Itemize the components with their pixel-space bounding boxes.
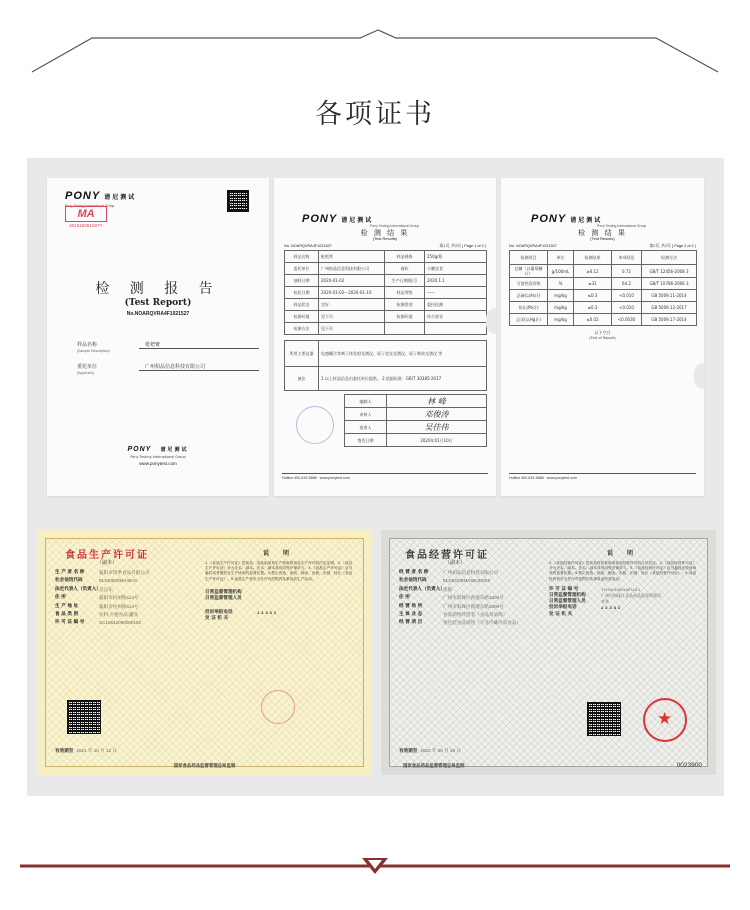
field-value: 广州市海珠区新港东路1000号 — [443, 603, 504, 609]
field-label: 住 所 — [399, 595, 410, 601]
table-cell: 样品等级 — [385, 287, 425, 299]
food-operation-license — [381, 530, 716, 775]
results-title: 检 测 结 果 — [360, 229, 410, 237]
table-cell: 64.2 — [612, 278, 642, 290]
signature-row — [345, 395, 487, 408]
report-url: www.ponytest.com — [139, 461, 177, 466]
column-header: 单项结论 — [612, 251, 642, 265]
table-cell: ≤0.02 — [574, 314, 612, 326]
test-results-table — [509, 250, 697, 326]
license-field — [399, 620, 547, 626]
table-cell: 样品名称 — [285, 251, 319, 263]
field-label: 社会信用代码 — [399, 578, 427, 584]
qr-code-icon — [227, 190, 249, 212]
sample-field: 样品名称 枇杷膏 (Sample Description) — [77, 341, 259, 353]
table-cell: ≤0.3 — [574, 290, 612, 302]
pony-seal — [296, 406, 334, 444]
table-cell — [425, 323, 487, 335]
table-cell: g/100mL — [548, 265, 574, 278]
table-cell: mg/kg — [548, 290, 574, 302]
table-cell: GB 5009.12-2017 — [642, 302, 697, 314]
section-title: 各项证书 — [315, 99, 435, 130]
license-title: 食品生产许可证 — [65, 550, 149, 561]
field-label: 经 营 者 名 称 — [399, 570, 429, 575]
test-results-page-2: PONY 谱尼测试 Pony Testing International Group 检 测 结 果 (Test Results) No. NOARQVRA4F1021527 第2页, 共2页 ( Page 2 of 2 ) 检测项目 单位 检测结果 单项结论 检测方法 总糖（以葡萄糖计） g/100mL ≥0.12 0.72 GB/T 12456-2008 3 可溶性固形物 % ≥31 64.2 GB/T 10786-2006 3 总砷(以As计) mg/kg ≤0.3 <0.010 GB 5009.11-2014 铅(以Pb计) mg/kg ≤0.3 <0.010 GB 5009.12-2017 总汞(以Hg计) mg/kg ≤0.02 <0.0030 GB 5009.17-2014 以下空白 (End of Report) Hotline 400-819-5688 · www.ponytest.com — [501, 178, 704, 496]
license-field — [55, 595, 203, 601]
table-cell: 商标 — [385, 263, 425, 275]
column-header: 检测方法 — [642, 251, 697, 265]
field-label: 主 体 业 态 — [399, 612, 423, 618]
table-cell: GB/T 12456-2008 3 — [642, 265, 697, 278]
report-title: 检 测 报 告 — [95, 281, 221, 297]
report-title-en: (Test Report) — [124, 298, 192, 308]
remarks-table: 所用主要仪器 电感耦合等离子体发射光谱仪、原子荧光光谱仪、原子吸收光谱仪 等 备注 1.以上样品信息由委托单位提供。 2.依据标准：GB/T 30385-2017 — [284, 340, 487, 391]
license-supervisor: 国家食品药品监督管理总局监制 — [403, 764, 465, 769]
table-cell: GB 5009.11-2014 — [642, 290, 697, 302]
signature-value: 邓俊涛 — [387, 408, 487, 421]
table-cell: 检测方法 — [285, 323, 319, 335]
field-label: 许 可 证 编 号 — [55, 620, 85, 626]
table-cell: 见下页 — [319, 323, 385, 335]
license-copy-label: （副本） — [97, 560, 118, 566]
table-row — [285, 323, 487, 335]
pony-logo-bottom: PONY 谱尼测试 Pony Testing International Group — [127, 446, 189, 459]
table-cell: <0.010 — [612, 302, 642, 314]
field-value: 襄阳市杭州路114号 — [99, 595, 139, 601]
report-number: No. NOARQVRA4F1021527 — [509, 244, 557, 248]
footer-hotline: Hotline 400-819-5688 · www.ponytest.com — [509, 476, 577, 480]
signature-table — [344, 394, 487, 447]
column-header: 单位 — [548, 251, 574, 265]
table-cell — [385, 323, 425, 335]
table-row — [285, 275, 487, 287]
field-value: 襄阳市杭州路114号 — [99, 603, 139, 609]
field-value: 吴汉东 — [99, 586, 113, 592]
license-field — [55, 612, 203, 618]
license-title: 食品经营许可证 — [405, 550, 489, 561]
table-cell: 检测环境 — [285, 311, 319, 323]
test-results-page-1: PONY 谱尼测试 Pony Testing International Group 检 测 结 果 (Test Results) No. NOARQVRA4F1021527 第1页, 共2页 ( Page 1 of 2 ) 样品名称 枇杷膏 样品规格 250g/瓶 委托单位 广州柏品信息科技有限公司 商标 小鹏良食 抽样日期 2020-01-02 生产日期/批号 2020.1.1 检验日期 2020-01-02～2020-01-10 样品等级 —— 样品状态 完好 检测类别 委托检测 检测环境 见下页 检测环境 符合要求 检测方法 见下页 所用主要仪器 电感耦合等离子体发射光谱仪、原子荧光光谱仪、原子吸收光谱仪 等 备注 1.以上样品信息由委托单位提供。 2.依据标准：GB/T 30385-2017 编制人 林 峰 审核人 邓俊涛 批准人 吴佳伟 签发日期 2020年01月10日 Hotline 400-819-5688 · www.ponytest.com — [274, 178, 496, 496]
table-row — [510, 314, 697, 326]
table-cell: 检测类别 — [385, 299, 425, 311]
field-label: 食 品 类 别 — [55, 612, 79, 618]
table-row — [510, 278, 697, 290]
table-cell: 符合要求 — [425, 311, 487, 323]
table-row — [510, 302, 697, 314]
end-of-report: 以下空白 (End of Report) — [589, 330, 616, 340]
signature-label: 批准人 — [345, 421, 387, 434]
column-header: 检测项目 — [510, 251, 548, 265]
license-field — [399, 587, 547, 593]
table-cell: 总糖（以葡萄糖计） — [510, 265, 548, 278]
field-value: 广州柏品信息科技有限公司 — [443, 570, 499, 575]
table-cell: 样品状态 — [285, 299, 319, 311]
license-serial: 0023900 — [676, 762, 702, 769]
table-cell: 见下页 — [319, 311, 385, 323]
footer-hotline: Hotline 400-819-5688 · www.ponytest.com — [282, 476, 350, 480]
table-row — [285, 287, 487, 299]
table-cell: —— — [425, 287, 487, 299]
table-cell: 250g/瓶 — [425, 251, 487, 263]
field-label: 社会信用代码 — [55, 578, 83, 584]
signature-row — [345, 421, 487, 434]
field-label: 法定代表人（负责人） — [55, 586, 101, 592]
license-field — [55, 587, 203, 593]
certificates-frame — [27, 158, 724, 796]
field-value: 襄阳市四季食品有限公司 — [99, 570, 150, 575]
footer-decoration — [0, 848, 750, 888]
table-row — [285, 311, 487, 323]
field-value: 食品销售经营者（食品贸易商） — [443, 612, 508, 618]
cma-mark: MA 201515051S07Y — [65, 206, 107, 228]
signature-label: 审核人 — [345, 408, 387, 421]
table-cell: 检验日期 — [285, 287, 319, 299]
signature-row — [345, 434, 487, 447]
food-production-license — [37, 530, 372, 775]
field-value: 广州市海珠区新港东路1000号 — [443, 595, 504, 601]
field-value: 91420600MA48A0 — [99, 578, 138, 584]
results-title: 检 测 结 果 — [578, 229, 627, 237]
table-cell: 2020-01-02 — [319, 275, 385, 287]
table-cell: 抽样日期 — [285, 275, 319, 287]
valid-until: 有效期至 2022 年 09 月 25 日 — [399, 748, 461, 754]
license-fields — [399, 570, 547, 629]
field-value: 91440106MA59UD9X0 — [443, 578, 491, 584]
license-fields — [55, 570, 203, 629]
table-cell: 可溶性固形物 — [510, 278, 548, 290]
table-cell: 总砷(以As计) — [510, 290, 548, 302]
table-cell: 0.72 — [612, 265, 642, 278]
pony-logo: PONY 谱尼测试 — [302, 213, 374, 225]
sample-info-table — [284, 250, 487, 335]
table-row — [510, 265, 697, 278]
pony-logo: PONY 谱尼测试 — [65, 190, 137, 202]
field-label: 生 产 地 址 — [55, 603, 79, 609]
table-cell: 小鹏良食 — [425, 263, 487, 275]
table-cell: 2020-01-02～2020-01-10 — [319, 287, 385, 299]
table-cell: ≥31 — [574, 278, 612, 290]
valid-until: 有效期至 2021 年 10 月 12 日 — [55, 748, 117, 754]
table-cell: 委托检测 — [425, 299, 487, 311]
table-row — [510, 290, 697, 302]
report-number: No. NOARQVRA4F1021527 — [284, 244, 332, 248]
license-field — [399, 612, 547, 618]
license-field — [399, 578, 547, 584]
field-label: 经 营 项 目 — [399, 620, 423, 626]
license-field — [399, 595, 547, 601]
field-label: 生 产 者 名 称 — [55, 570, 85, 575]
table-cell: <0.0030 — [612, 314, 642, 326]
header-decoration — [0, 0, 750, 80]
signature-value: 2020年01月10日 — [387, 434, 487, 447]
table-cell: 样品规格 — [385, 251, 425, 263]
field-label: 住 所 — [55, 595, 66, 601]
license-field — [55, 604, 203, 610]
table-cell: ≥0.12 — [574, 265, 612, 278]
field-value: SC10642060000182 — [99, 620, 142, 626]
signature-value: 吴佳伟 — [387, 421, 487, 434]
field-value: 预包装食品销售（不含冷藏冷冻食品） — [443, 620, 522, 626]
signature-label: 签发日期 — [345, 434, 387, 447]
qr-code-icon — [587, 702, 621, 736]
license-supervisor: 国家食品药品监督管理总局监制 — [173, 764, 236, 769]
table-cell: 生产日期/批号 — [385, 275, 425, 287]
table-cell: GB/T 10786-2006 3 — [642, 278, 697, 290]
field-label: 经 营 场 所 — [399, 603, 423, 609]
table-cell: <0.010 — [612, 290, 642, 302]
table-cell: ≤0.3 — [574, 302, 612, 314]
table-cell: % — [548, 278, 574, 290]
report-number: No.NOARQVRA4F1021527 — [126, 311, 190, 317]
official-red-seal — [643, 698, 687, 742]
qr-code-icon — [67, 700, 101, 734]
table-cell: GB 5009.17-2014 — [642, 314, 697, 326]
table-cell: 完好 — [319, 299, 385, 311]
table-cell: 枇杷膏 — [319, 251, 385, 263]
table-row — [285, 263, 487, 275]
column-header: 检测结果 — [574, 251, 612, 265]
license-field — [399, 604, 547, 610]
license-field — [55, 620, 203, 626]
field-label: 法定代表人（负责人） — [399, 586, 445, 592]
field-value: 张辉 — [443, 586, 453, 592]
table-cell: 委托单位 — [285, 263, 319, 275]
table-cell: 铅(以Pb计) — [510, 302, 548, 314]
client-field: 委托单位 广州柏品信息科技有限公司 (Applicant) — [77, 363, 259, 375]
license-explanation: 说 明 1.《食品生产许可证》是食品、食品添加剂生产者取得食品生产许可的法定证明。2.《食品生产许可证》分为正本、副本。正本、副本具有同等法律效力。3.《食品生产许可证》应当悬挂或者摆放在生产场所的显著位置。4.禁止伪造、涂改、倒卖、出租、出借、转让《食品生产许可证》。5.食品生产者应当在许可范围内从事食品生产活动。 日常监督管理机构 日常监督管理人员 投诉举报电话 12331 发 证 机 关 — [205, 550, 353, 622]
table-cell: mg/kg — [548, 302, 574, 314]
table-row — [285, 251, 487, 263]
test-report-cover: PONY 谱尼测试 Pony Testing International Group MA 201515051S07Y 检 测 报 告 (Test Report) No.NOARQVRA4F1021527 样品名称 枇杷膏 (Sample Description) 委托单位 广州柏品信息科技有限公司 (Applicant) PONY 谱尼测试 Pony Testing International Group www.ponytest.com — [47, 178, 269, 496]
table-cell: 检测环境 — [385, 311, 425, 323]
signature-row — [345, 408, 487, 421]
license-explanation: 说 明 1.《食品经营许可证》是食品经营者取得食品经营许可的合法凭证。2.《食品经营许可证》分为正本、副本。正本、副本具有同等法律效力。3.《食品经营许可证》应当悬挂在经营场所的显著位置。4.禁止伪造、涂改、倒卖、出租、出借、转让《食品经营许可证》。5.食品经营者应当在许可范围内从事食品经营活动。 许 可 证 编 号 JY14401050150718-1 日常监督管理机构 广州市海珠区食品药品监督管理局 日常监督管理人员 李华 投诉举报电话 12331 发 证 机 关 — [549, 550, 697, 617]
pony-logo: PONY 谱尼测试 — [531, 213, 603, 225]
table-cell: 总汞(以Hg计) — [510, 314, 548, 326]
table-cell: mg/kg — [548, 314, 574, 326]
official-seal — [261, 690, 295, 724]
table-row — [285, 299, 487, 311]
license-field — [55, 570, 203, 576]
signature-label: 编制人 — [345, 395, 387, 408]
page-info: 第1页, 共2页 ( Page 1 of 2 ) — [439, 244, 486, 248]
signature-value: 林 峰 — [387, 395, 487, 408]
table-cell: 广州柏品信息科技有限公司 — [319, 263, 385, 275]
license-field — [55, 578, 203, 584]
license-field — [399, 570, 547, 576]
table-cell: 2020.1.1 — [425, 275, 487, 287]
field-value: 饮料;方便食品;罐头 — [99, 612, 139, 618]
page-info: 第2页, 共2页 ( Page 2 of 2 ) — [649, 244, 696, 248]
license-copy-label: （副本） — [445, 560, 466, 566]
